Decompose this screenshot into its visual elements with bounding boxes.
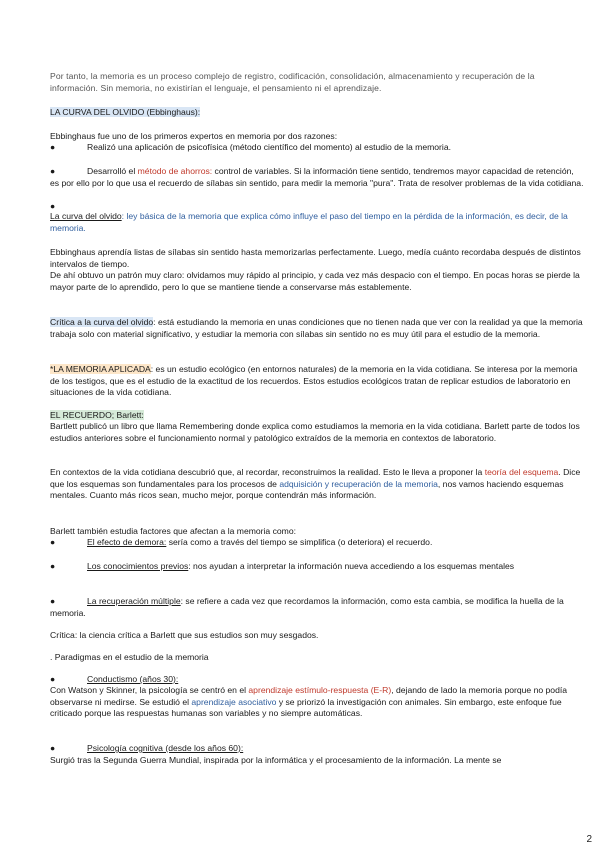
- reason-2-post: control de variables. Si la información tiene sentido, tendremos mayor capacidad de retención, es por ello por lo que usa el recuerdo de sílabas sin sentido, para medir la memoria "pura". Trata de resolver problemas de la vida cotidiana.: [50, 166, 584, 188]
- list-item: [50, 674, 584, 686]
- ebbinghaus-paragraph-2: De ahí obtuvo un patrón muy claro: olvidamos muy rápido al principio, y cada vez más despacio con el tiempo. En pocas horas se pierde la mayor parte de lo aprendido, pero lo que se mantiene tiende a conservarse más establemente.: [50, 270, 580, 292]
- bullet-icon: ●: [50, 596, 56, 606]
- bullet-icon: ●: [50, 743, 56, 753]
- bartlett-factors-intro: Barlett también estudia factores que afectan a la memoria como:: [50, 526, 297, 536]
- paradigmas-heading: . Paradigmas en el estudio de la memoria: [50, 652, 209, 662]
- bullet-icon: ●: [50, 142, 56, 152]
- memoria-aplicada-text: : es un estudio ecológico (en entornos naturales) de la memoria en la vida cotidiana. Se interesa por la memoria de los testigos, que es el estudio de la exactitud de los recuerdos. Estos estudios ecológicos tratan de replicar estudios de laboratorio en situaciones de la vida cotidiana.: [50, 364, 578, 398]
- bartlett-critica: Crítica: la ciencia crítica a Barlett que sus estudios son muy sesgados.: [50, 630, 319, 640]
- reason-2-pre: Desarrolló el: [87, 166, 138, 176]
- bartlett-paragraph-2-a: En contextos de la vida cotidiana descubrió que, al recordar, reconstruimos la realidad. Esto le lleva a proponer la: [50, 467, 485, 477]
- conocimientos-previos-term: Los conocimientos previos: [87, 561, 189, 571]
- list-item: [50, 743, 584, 755]
- bartlett-paragraph-2-c: , nos vamos haciendo esquemas mentales. Cuanto más ricos sean, mucho mejor, porque contendrán más información.: [50, 478, 564, 501]
- bartlett-heading-line: [50, 410, 584, 422]
- bullet-icon: ●: [50, 537, 56, 547]
- bartlett-paragraph-1: Bartlett publicó un libro que llama Remembering donde explica como estudiamos la memoria en la vida cotidiana. Barlett parte de todos los estudios anteriores sobre el funcionamiento normal y patológico extraídos de la memoria en contextos de laboratorio.: [50, 421, 580, 443]
- list-item: [50, 142, 584, 154]
- curva-olvido-definition: [50, 211, 584, 234]
- bullet-icon: ●: [50, 561, 56, 571]
- cognitiva-term: Psicología cognitiva (desde los años 60):: [87, 743, 244, 753]
- conductismo-text-c: y se priorizó la investigación con animales. Sin embargo, este enfoque fue criticado porque las respuestas humanas son variables y no siempre automáticas.: [50, 696, 562, 719]
- bartlett-paragraph-2: [50, 467, 584, 502]
- efecto-demora-text: sería como a través del tiempo se simplifica (o deteriora) el recuerdo.: [166, 537, 433, 547]
- ebbinghaus-heading: LA CURVA DEL OLVIDO (Ebbinghaus):: [50, 107, 201, 117]
- conductismo-paragraph: [50, 685, 584, 720]
- intro-paragraph: Por tanto, la memoria es un proceso complejo de registro, codificación, consolidación, almacenamiento y recuperación de la información. Sin memoria, no existirían el lenguaje, el pensamiento ni el aprendizaje.: [50, 71, 535, 93]
- critica-curva-text: : está estudiando la memoria en unas condiciones que no tienen nada que ver con la realidad ya que la memoria trabaja solo con material significativo, y estudiar la memoria con sílabas sin sentido no es muy útil para el estudio de la memoria.: [50, 317, 583, 339]
- recuperacion-multiple-term: La recuperación múltiple: [87, 596, 181, 606]
- ebbinghaus-heading-line: [50, 107, 584, 119]
- conductismo-text-b: , dejando de lado la memoria porque no podía observarse ni medirse. Se estudió el: [50, 685, 568, 707]
- bullet-icon: ●: [50, 674, 56, 684]
- curva-olvido-term: La curva del olvido: [50, 211, 122, 221]
- bartlett-paragraph-2-b: . Dice que los esquemas son fundamentales para los procesos de: [50, 467, 581, 489]
- bartlett-heading: EL RECUERDO; Barlett:: [50, 410, 144, 420]
- cognitiva-paragraph: Surgió tras la Segunda Guerra Mundial, inspirada por la informática y el procesamiento de la información. La mente se: [50, 755, 502, 765]
- list-item: [50, 596, 584, 619]
- bullet-icon: ●: [50, 201, 56, 211]
- curva-olvido-text: : ley básica de la memoria que explica cómo influye el paso del tiempo en la pérdida de la información, es decir, de la memoria.: [50, 211, 568, 233]
- recuperacion-multiple-text: : se refiere a cada vez que recordamos la información, como esta cambia, se modifica la huella de la memoria.: [50, 596, 564, 618]
- efecto-demora-term: El efecto de demora:: [87, 537, 167, 547]
- aprendizaje-asociativo-term: aprendizaje asociativo: [191, 696, 277, 707]
- teoria-esquema-term: teoría del esquema: [484, 467, 559, 477]
- page-number: 2: [586, 834, 592, 845]
- adquisicion-term: adquisición y recuperación de la memoria: [279, 478, 438, 489]
- reason-1-text: Realizó una aplicación de psicofísica (método científico del momento) al estudio de la memoria.: [87, 142, 451, 152]
- list-item: [50, 537, 584, 549]
- ebbinghaus-paragraph-1: Ebbinghaus aprendía listas de sílabas sin sentido hasta memorizarlas perfectamente. Luego, medía cuánto recordaba después de distintos intervalos de tiempo.: [50, 247, 581, 269]
- conductismo-text-a: Con Watson y Skinner, la psicología se centró en el: [50, 685, 249, 695]
- memoria-aplicada-paragraph: [50, 364, 584, 399]
- metodo-ahorros-term: método de ahorros:: [137, 166, 213, 176]
- ebbinghaus-reasons-intro: Ebbinghaus fue uno de los primeros expertos en memoria por dos razones:: [50, 131, 338, 141]
- memoria-aplicada-term: *LA MEMORIA APLICADA: [50, 364, 151, 374]
- conocimientos-previos-text: : nos ayudan a interpretar la información nueva accediendo a los esquemas mentales: [188, 561, 515, 571]
- list-item: [50, 561, 584, 573]
- critica-curva-term: Crítica a la curva del olvido: [50, 317, 154, 327]
- critica-curva-paragraph: [50, 317, 584, 340]
- list-item: [50, 166, 584, 189]
- bullet-icon: ●: [50, 166, 56, 176]
- aprendizaje-er-term: aprendizaje estímulo-respuesta (E-R): [248, 685, 392, 695]
- conductismo-term: Conductismo (años 30):: [87, 674, 179, 684]
